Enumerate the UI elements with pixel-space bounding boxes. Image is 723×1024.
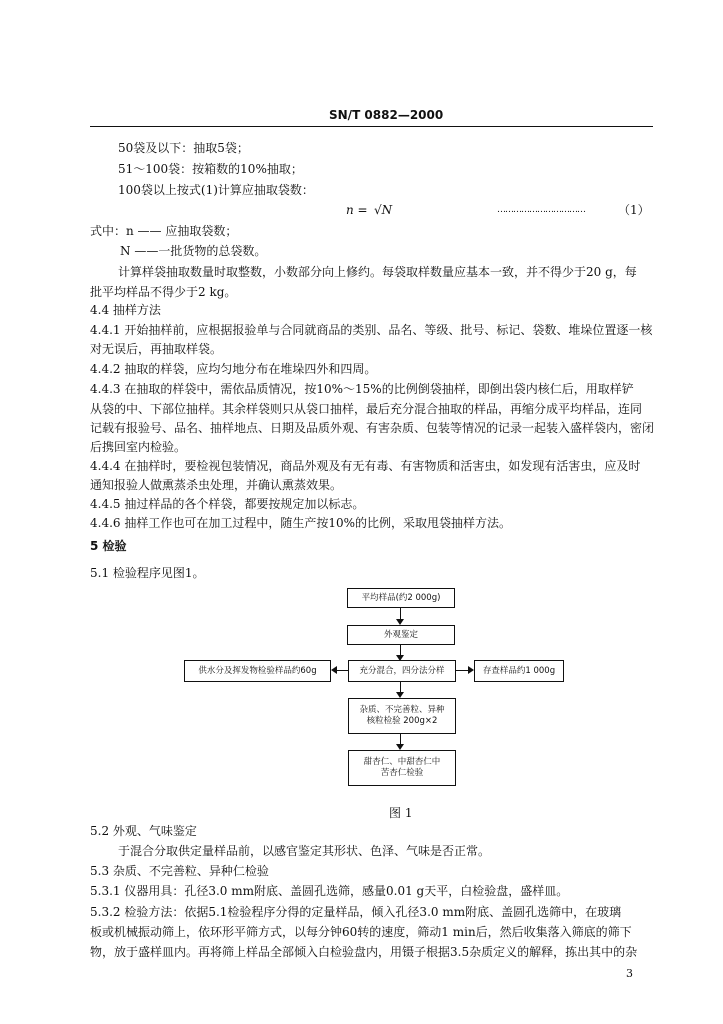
standard-code: SN/T 0882—2000 [329,108,444,122]
header-rule [90,126,653,127]
section-5-3-title: 5.3 杂质、不完善粒、异种仁检验 [90,864,269,878]
rule-line-1: 50袋及以下：抽取5袋； [118,141,249,155]
flow-box-appearance: 外观鉴定 [347,625,455,645]
flow-box-retained-sample: 存查样品约1 000g [474,660,564,682]
rule-line-3: 100袋以上按式(1)计算应抽取袋数： [118,183,314,197]
formula-number: （1） [618,203,650,217]
page-number: 3 [626,967,633,980]
section-5-3-2-line-2: 板或机械振动筛上，依环形平筛方式，以每分钟60转的速度，筛动1 min后，然后收集落入筛底的筛下 [90,925,632,939]
formula-rhs: √N [374,203,393,217]
section-5-3-2-line-3: 物，放于盛样皿内。再将筛上样品全部倾入白检验盘内，用镊子根据3.5杂质定义的解释，拣出其中的杂 [90,945,638,959]
flow-box-impurity-test: 杂质、不完善粒、异种 核粒检验 200g×2 [348,698,456,734]
section-4-4-1-line-1: 4.4.1 开始抽样前，应根据报验单与合同就商品的类别、品名、等级、批号、标记、袋数、堆垛位置逐一核 [90,323,653,337]
section-4-4-2-line-1: 4.4.2 抽取的样袋，应均匀地分布在堆垛四外和四周。 [90,362,377,376]
formula-leader-dots: …………………………… [497,205,585,215]
flow-arrow [331,666,337,674]
section-4-4-3-line-4: 后携回室内检验。 [90,440,187,454]
calc-note-line-1: 计算样袋抽取数量时取整数，小数部分向上修约。每袋取样数量应基本一致，并不得少于20 g，每 [118,265,637,279]
flow-arrow [468,666,474,674]
section-4-4-3-line-2: 从袋的中、下部位抽样。其余样袋则只从袋口抽样，最后充分混合抽取的样品，再缩分成平均样品，连同 [90,402,643,416]
where-n-definition: n —— 应抽取袋数； [126,224,238,238]
flow-box-mix-quarter: 充分混合，四分法分样 [348,660,456,682]
flow-box-moisture-sample: 供水分及挥发物检验样品约60g [184,660,331,682]
section-5-2-title: 5.2 外观、气味鉴定 [90,824,197,838]
formula-lhs: n = [346,203,368,217]
section-5-1-line-1: 5.1 检验程序见图1。 [90,566,205,580]
calc-note-line-2: 批平均样品不得少于2 kg。 [90,285,237,299]
section-4-4-1-line-2: 对无误后，再抽取样袋。 [90,342,223,356]
flow-connector [456,670,468,671]
where-N-definition: N ——一批货物的总袋数。 [120,244,267,258]
where-prefix: 式中： [90,224,127,238]
section-5-3-2-line-1: 5.3.2 检验方法：依据5.1检验程序分得的定量样品，倾入孔径3.0 mm附底、盖圆孔选筛中，在玻璃 [90,905,622,919]
section-5-3-1-line-1: 5.3.1 仪器用具：孔径3.0 mm附底、盖圆孔选筛，感量0.01 g天平，白检验盘，盛样皿。 [90,884,569,898]
section-4-4-4-line-2: 通知报验人做熏蒸杀虫处理，并确认熏蒸效果。 [90,478,343,492]
flow-box-average-sample: 平均样品(约2 000g) [347,588,455,608]
flow-box-bitter-kernel-test: 甜杏仁、中甜杏仁中 苦杏仁检验 [348,750,456,786]
section-4-4-3-line-1: 4.4.3 在抽取的样袋中，需依品质情况，按10%～15%的比例倒袋抽样，即倒出袋内核仁后，用取样铲 [90,382,634,396]
section-4-4-6-line-1: 4.4.6 抽样工作也可在加工过程中，随生产按10%的比例，采取甩袋抽样方法。 [90,516,512,530]
flow-connector [337,670,348,671]
section-4-4-title: 4.4 抽样方法 [90,303,161,317]
section-4-4-3-line-3: 记载有报验号、品名、抽样地点、日期及品质外观、有害杂质、包装等情况的记录一起装入盛样袋内，密闭 [90,421,655,435]
section-5-2-line-1: 于混合分取供定量样品前，以感官鉴定其形状、色泽、气味是否正常。 [118,844,491,858]
section-4-4-5-line-1: 4.4.5 抽过样品的各个样袋，都要按规定加以标志。 [90,497,365,511]
rule-line-2: 51～100袋：按箱数的10%抽取； [118,162,303,176]
figure-caption: 图 1 [389,806,413,820]
section-4-4-4-line-1: 4.4.4 在抽样时，要检视包装情况，商品外观及有无有毒、有害物质和活害虫，如发现有活害虫，应及时 [90,459,641,473]
section-5-title: 5 检验 [90,539,127,553]
